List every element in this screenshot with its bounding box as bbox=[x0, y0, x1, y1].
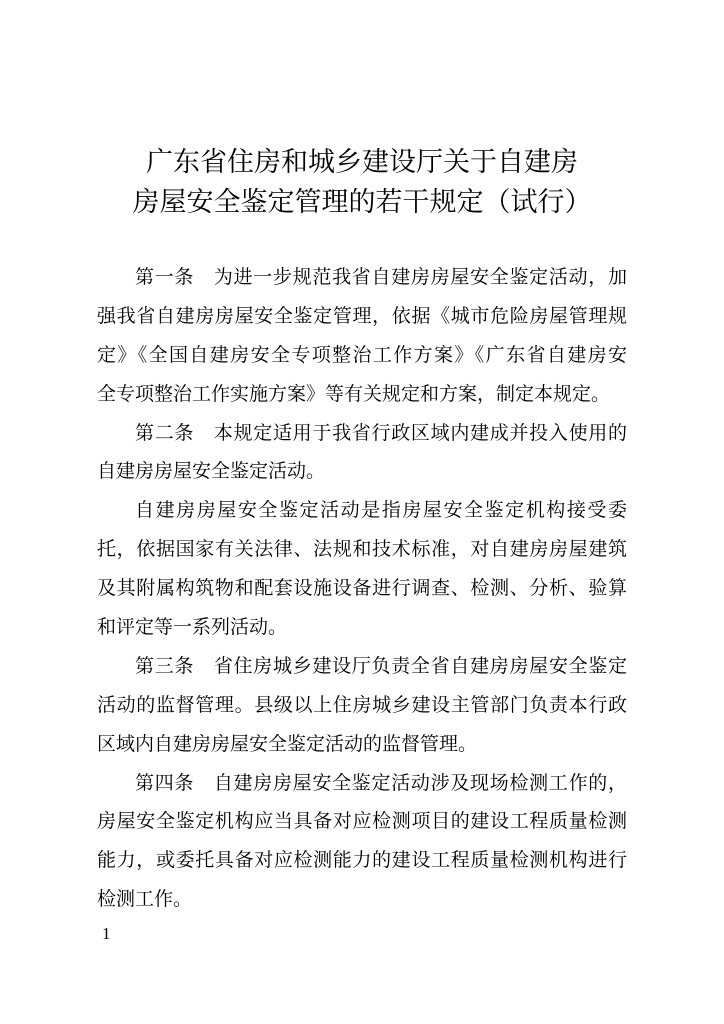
paragraph-line: 托，依据国家有关法律、法规和技术标准，对自建房房屋建筑 bbox=[97, 538, 627, 561]
paragraph-line: 活动的监督管理。县级以上住房城乡建设主管部门负责本行政 bbox=[97, 693, 627, 716]
title-line: 房屋安全鉴定管理的若干规定（试行） bbox=[132, 187, 592, 218]
paragraph-line: 自建房房屋安全鉴定活动是指房屋安全鉴定机构接受委 bbox=[135, 499, 627, 522]
page-number: 1 bbox=[102, 924, 111, 943]
title-line: 广东省住房和城乡建设厅关于自建房 bbox=[146, 147, 578, 178]
paragraph-line: 自建房房屋安全鉴定活动。 bbox=[97, 460, 326, 483]
paragraph-line: 全专项整治工作实施方案》等有关规定和方案，制定本规定。 bbox=[97, 382, 611, 405]
paragraph-line: 定》《全国自建房安全专项整治工作方案》《广东省自建房安 bbox=[97, 343, 627, 366]
paragraph-line: 第三条 省住房城乡建设厅负责全省自建房房屋安全鉴定 bbox=[135, 654, 627, 677]
paragraph-line: 第四条 自建房房屋安全鉴定活动涉及现场检测工作的， bbox=[135, 771, 627, 794]
paragraph-line: 能力，或委托具备对应检测能力的建设工程质量检测机构进行 bbox=[97, 849, 627, 872]
paragraph-line: 第一条 为进一步规范我省自建房房屋安全鉴定活动，加 bbox=[135, 266, 627, 288]
paragraph-line: 房屋安全鉴定机构应当具备对应检测项目的建设工程质量检测 bbox=[97, 810, 627, 833]
paragraph-line: 和评定等一系列活动。 bbox=[97, 616, 288, 639]
paragraph-line: 第二条 本规定适用于我省行政区域内建成并投入使用的 bbox=[135, 421, 627, 444]
paragraph-line: 检测工作。 bbox=[97, 888, 193, 911]
paragraph-line: 区域内自建房房屋安全鉴定活动的监督管理。 bbox=[97, 732, 478, 755]
paragraph-line: 及其附属构筑物和配套设施设备进行调查、检测、分析、验算 bbox=[97, 577, 627, 600]
paragraph-line: 强我省自建房房屋安全鉴定管理，依据《城市危险房屋管理规 bbox=[97, 304, 627, 327]
document-body bbox=[97, 258, 627, 919]
document-title bbox=[60, 143, 664, 223]
